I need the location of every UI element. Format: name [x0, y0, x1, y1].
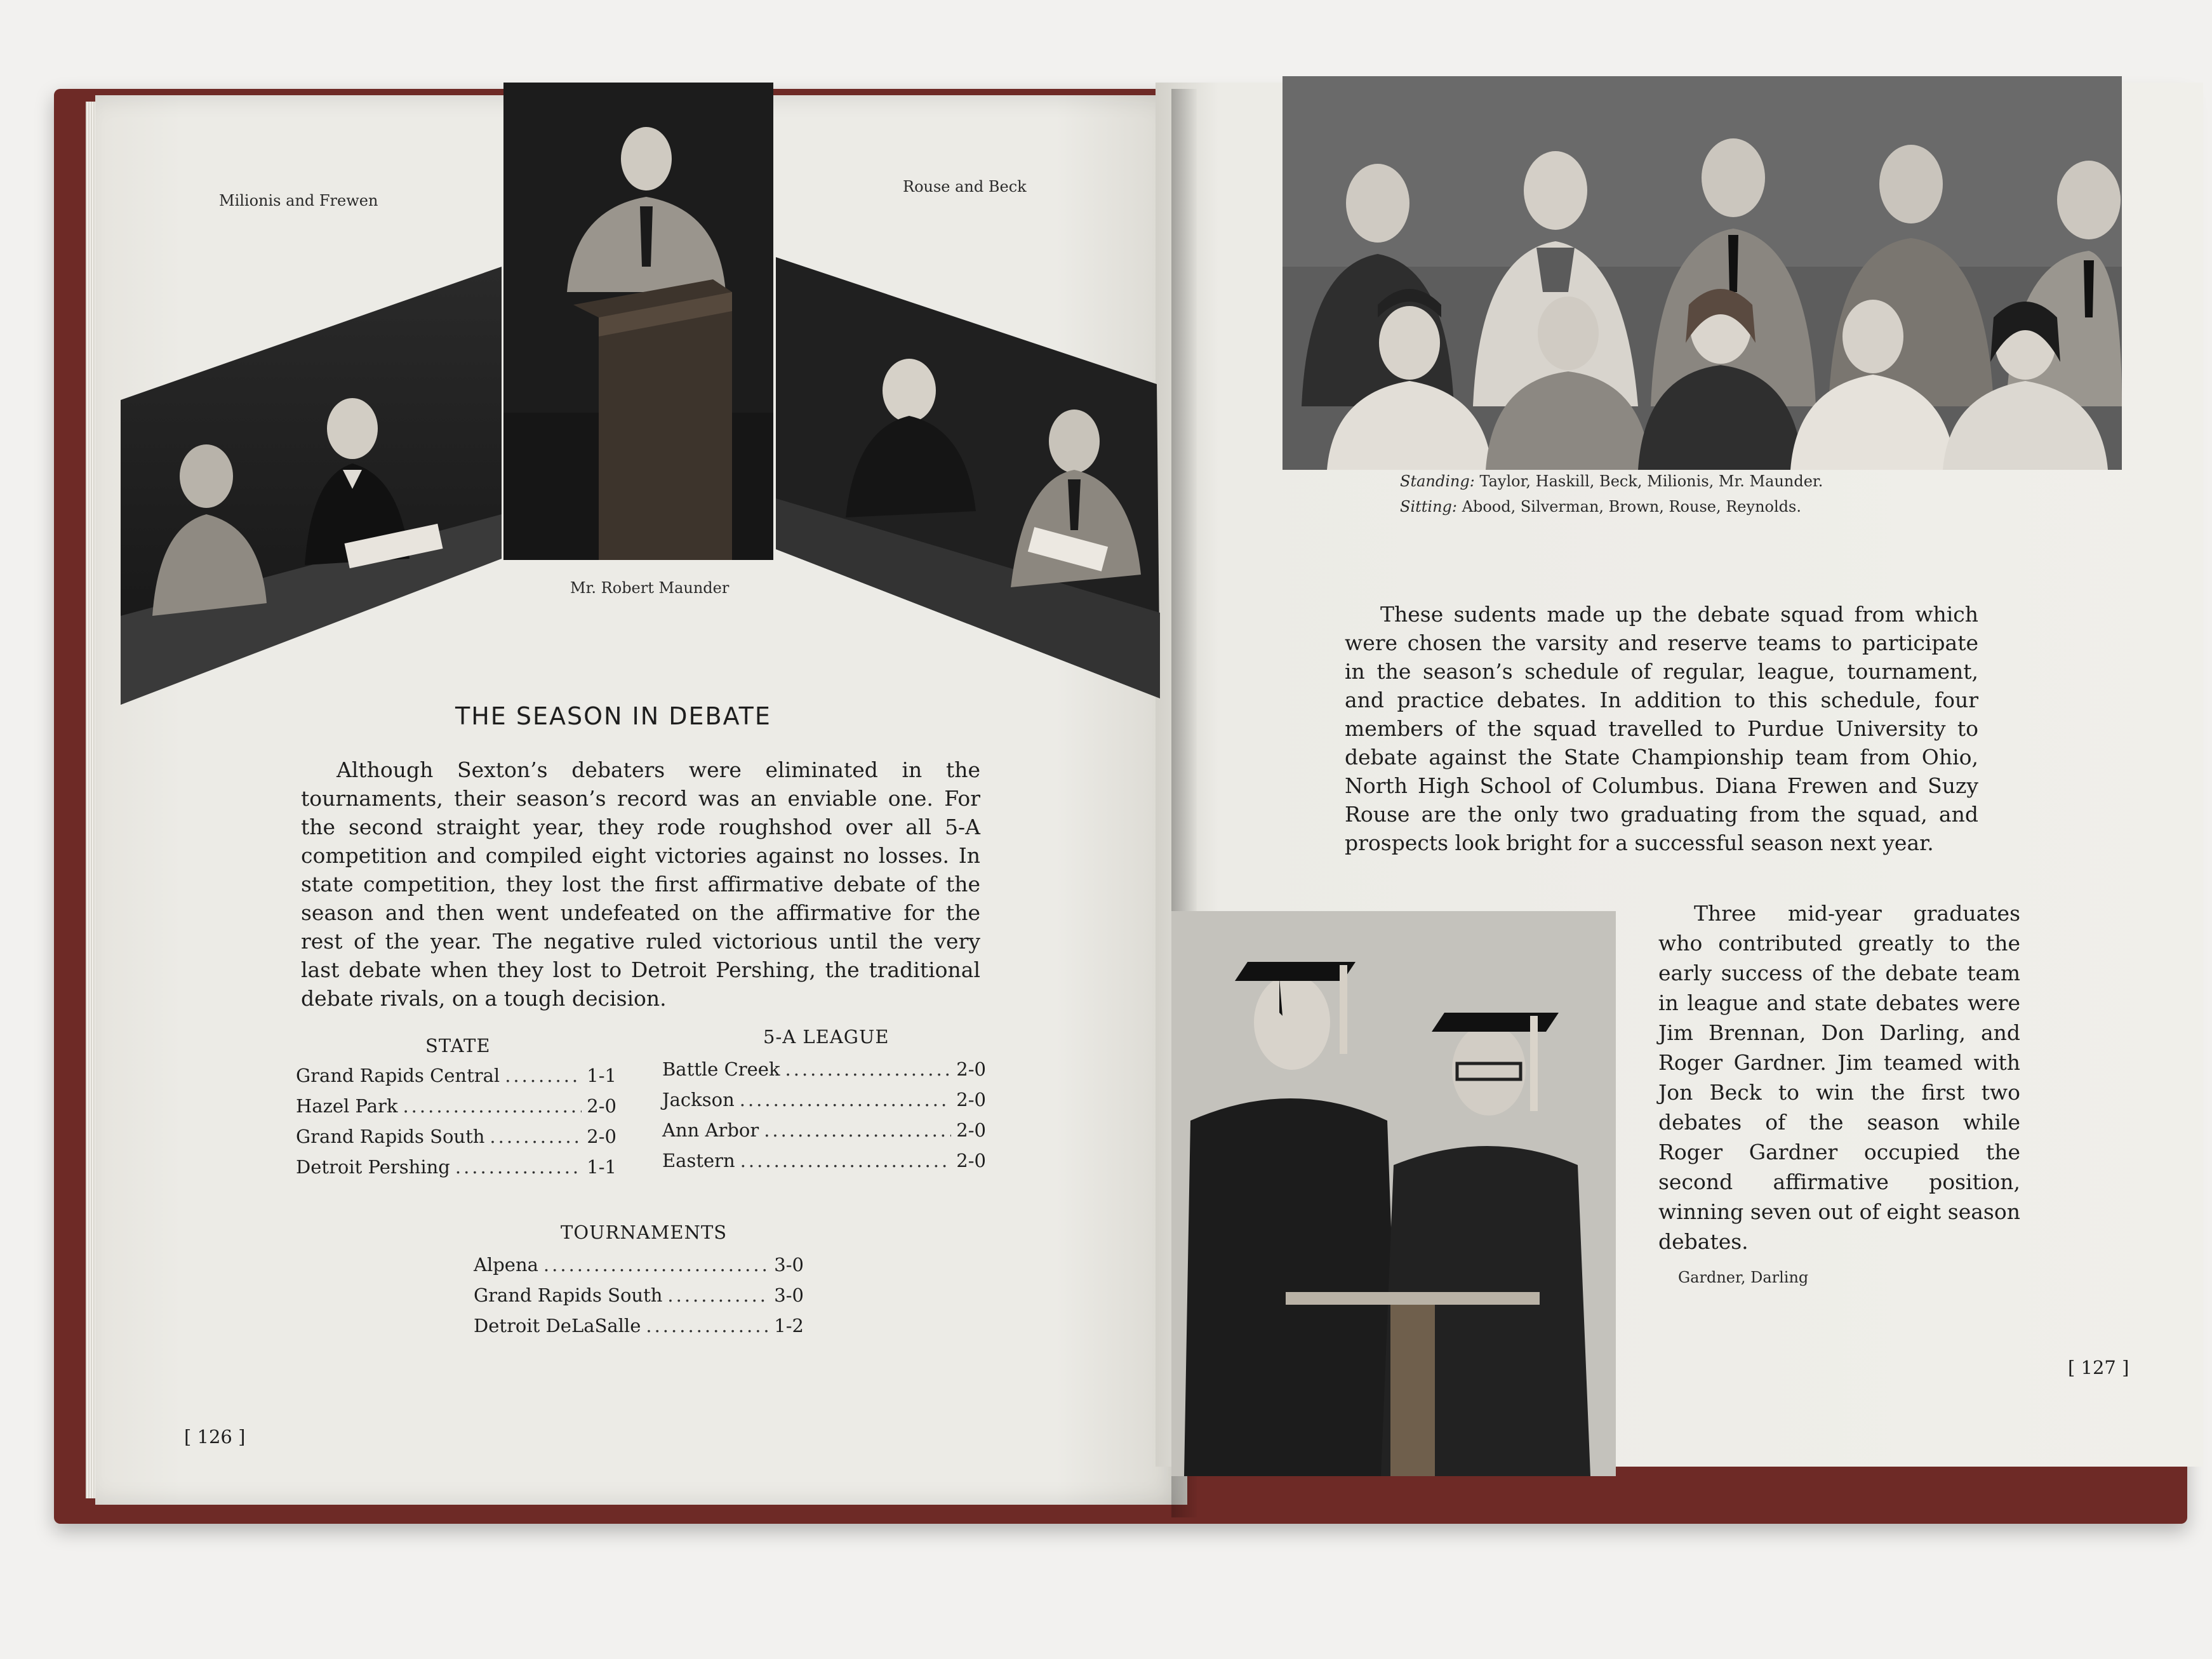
caption-rouse-beck: Rouse and Beck	[903, 178, 1027, 196]
caption-standing-names: Taylor, Haskill, Beck, Milionis, Mr. Maunder.	[1479, 472, 1823, 490]
caption-milionis-frewen: Milionis and Frewen	[219, 192, 378, 210]
section-heading: THE SEASON IN DEBATE	[455, 702, 771, 730]
team-name: Detroit DeLaSalle	[474, 1315, 641, 1336]
tournaments-table-title: TOURNAMENTS	[561, 1222, 728, 1243]
table-row	[662, 1115, 986, 1145]
state-table	[296, 1060, 616, 1182]
table-row	[662, 1145, 986, 1176]
table-row	[474, 1280, 804, 1310]
caption-robert-maunder: Mr. Robert Maunder	[570, 579, 730, 597]
team-score: 1-1	[587, 1065, 616, 1086]
team-name: Jackson	[662, 1089, 735, 1110]
team-name: Grand Rapids Central	[296, 1065, 500, 1086]
page-number-right: [ 127 ]	[2068, 1357, 2129, 1378]
page-number-left: [ 126 ]	[184, 1426, 246, 1448]
photo-gardner-darling	[1171, 911, 1616, 1476]
caption-sitting	[1400, 498, 1801, 516]
table-row	[662, 1084, 986, 1115]
team-name: Eastern	[662, 1150, 735, 1171]
team-score: 2-0	[956, 1150, 986, 1171]
team-score: 2-0	[956, 1058, 986, 1080]
team-name: Grand Rapids South	[474, 1284, 663, 1306]
caption-sitting-label: Sitting:	[1400, 498, 1457, 516]
season-summary	[301, 756, 980, 1013]
table-row	[662, 1054, 986, 1084]
caption-standing-label: Standing:	[1400, 472, 1475, 490]
photo-robert-maunder	[503, 83, 773, 560]
league-table-title: 5-A LEAGUE	[763, 1026, 889, 1048]
photo-rouse-beck	[776, 257, 1163, 702]
team-score: 2-0	[956, 1119, 986, 1141]
caption-standing	[1400, 472, 1823, 490]
state-table-title: STATE	[425, 1035, 491, 1056]
table-row	[474, 1310, 804, 1341]
team-score: 1-2	[774, 1315, 804, 1336]
team-score: 2-0	[587, 1095, 616, 1117]
team-name: Detroit Pershing	[296, 1156, 450, 1178]
team-score: 1-1	[587, 1156, 616, 1178]
caption-gardner-darling: Gardner, Darling	[1678, 1269, 1809, 1286]
squad-description	[1345, 600, 1978, 857]
team-name: Grand Rapids South	[296, 1126, 485, 1147]
team-score: 2-0	[956, 1089, 986, 1110]
photo-milionis-frewen	[121, 260, 508, 705]
table-row	[296, 1091, 616, 1121]
table-row	[296, 1152, 616, 1182]
team-name: Ann Arbor	[662, 1119, 759, 1141]
squad-description-text: These sudents made up the debate squad from which were chosen the varsity and reserve teams to participate in the season’s schedule of regular, league, tournament, and practice debates. In addition to this schedule, four members of the squad travelled to Purdue University to debate against the State Championship team from Ohio, North High School of Columbus. Diana Frewen and Suzy Rouse are the only two graduating from the squad, and prospects look bright for a successful season next year.	[1345, 602, 1978, 855]
graduates-description	[1658, 898, 2020, 1256]
team-name: Battle Creek	[662, 1058, 780, 1080]
photo-debate-squad	[1283, 76, 2122, 470]
team-score: 3-0	[774, 1284, 804, 1306]
team-score: 3-0	[774, 1254, 804, 1276]
table-row	[296, 1121, 616, 1152]
season-summary-text: Although Sexton’s debaters were eliminated in the tournaments, their season’s record was an enviable one. For the second straight year, they rode roughshod over all 5-A competition and compiled eight victories against no losses. In state competition, they lost the first affirmative debate of the season and then went undefeated on the affirmative for the rest of the year. The negative ruled victorious until the very last debate when they lost to Detroit Pershing, the traditional debate rivals, on a tough decision.	[301, 757, 980, 1011]
team-name: Hazel Park	[296, 1095, 398, 1117]
table-row	[296, 1060, 616, 1091]
team-score: 2-0	[587, 1126, 616, 1147]
league-table	[662, 1054, 986, 1176]
table-row	[474, 1249, 804, 1280]
graduates-description-text: Three mid-year graduates who contributed greatly to the early success of the debate team in league and state debates were Jim Brennan, Don Darling, and Roger Gardner. Jim teamed with Jon Beck to win the first two debates of the season while Roger Gardner occupied the second affirmative position, winning seven out of eight season debates.	[1658, 901, 2020, 1254]
caption-sitting-names: Abood, Silverman, Brown, Rouse, Reynolds.	[1462, 498, 1801, 516]
team-name: Alpena	[474, 1254, 538, 1276]
tournaments-table	[474, 1249, 804, 1341]
